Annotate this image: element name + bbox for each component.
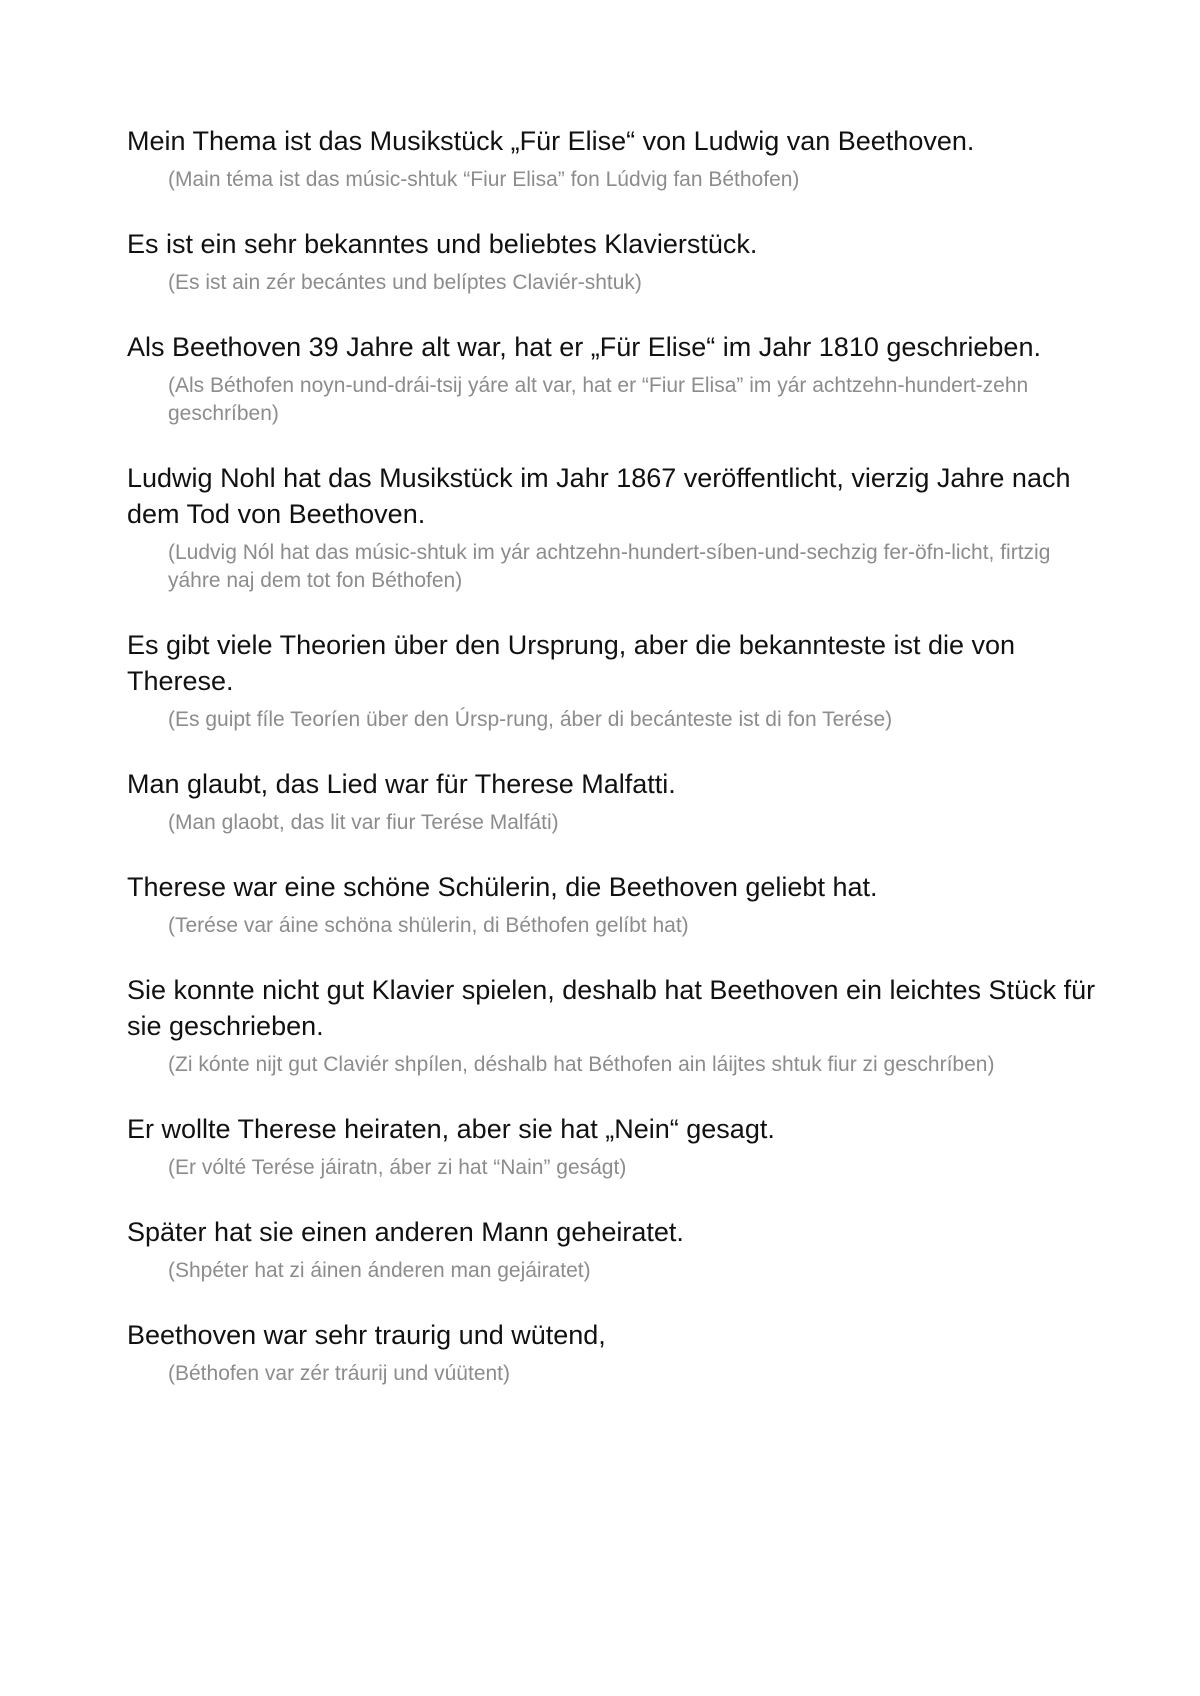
pronunciation-guide: (Es guipt fíle Teoríen über den Úrsp-rung, áber di becánteste ist di fon Terése) [168,708,893,731]
german-sentence: Man glaubt, das Lied war für Therese Malfatti. [127,769,676,799]
sentence-entry-9 [127,1111,1100,1182]
pronunciation-guide: (Béthofen var zér tráurij und vúütent) [168,1362,511,1385]
german-sentence: Sie konnte nicht gut Klavier spielen, deshalb hat Beethoven ein leichtes Stück für sie geschrieben. [127,975,1096,1041]
pronunciation-guide: (Terése var áine schöna shülerin, di Béthofen gelíbt hat) [168,914,689,937]
pronunciation-guide: (Shpéter hat zi áinen ánderen man gejáiratet) [168,1259,591,1282]
sentence-entry-1 [127,123,1100,194]
german-sentence: Es ist ein sehr bekanntes und beliebtes Klavierstück. [127,229,758,259]
pronunciation-guide: (Als Béthofen noyn-und-drái-tsij yáre alt var, hat er “Fiur Elisa” im yár achtzehn-hundert-zehn geschríben) [168,374,1029,425]
sentence-entry-8 [127,972,1100,1079]
pronunciation-guide: (Er vólté Terése jáiratn, áber zi hat “Nain” geságt) [168,1156,627,1179]
german-sentence: Ludwig Nohl hat das Musikstück im Jahr 1867 veröffentlicht, vierzig Jahre nach dem Tod von Beethoven. [127,463,1071,529]
german-sentence: Therese war eine schöne Schülerin, die Beethoven geliebt hat. [127,872,878,902]
german-sentence: Beethoven war sehr traurig und wütend, [127,1320,606,1350]
sentence-entry-10 [127,1214,1100,1285]
pronunciation-guide: (Ludvig Nól hat das músic-shtuk im yár achtzehn-hundert-síben-und-sechzig fer-öfn-licht, firtzig yáhre naj dem tot fon Béthofen) [168,541,1051,592]
pronunciation-guide: (Main téma ist das músic-shtuk “Fiur Elisa” fon Lúdvig fan Béthofen) [168,168,800,191]
sentence-entry-2 [127,226,1100,297]
sentence-entry-5 [127,627,1100,734]
sentence-entry-6 [127,766,1100,837]
german-sentence: Er wollte Therese heiraten, aber sie hat „Nein“ gesagt. [127,1114,775,1144]
pronunciation-guide: (Es ist ain zér becántes und belíptes Claviér-shtuk) [168,271,642,294]
german-sentence: Später hat sie einen anderen Mann geheiratet. [127,1217,684,1247]
pronunciation-guide: (Zi kónte nijt gut Claviér shpílen, déshalb hat Béthofen ain láijtes shtuk fiur zi geschríben) [168,1053,995,1076]
sentence-entry-7 [127,869,1100,940]
german-sentence: Es gibt viele Theorien über den Ursprung, aber die bekannteste ist die von Therese. [127,630,1016,696]
sentence-entry-3 [127,329,1100,428]
sentence-entry-4 [127,460,1100,595]
sentence-entry-11 [127,1317,1100,1388]
pronunciation-guide: (Man glaobt, das lit var fiur Terése Malfáti) [168,811,559,834]
german-sentence: Mein Thema ist das Musikstück „Für Elise“ von Ludwig van Beethoven. [127,126,975,156]
german-sentence: Als Beethoven 39 Jahre alt war, hat er „Für Elise“ im Jahr 1810 geschrieben. [127,332,1041,362]
